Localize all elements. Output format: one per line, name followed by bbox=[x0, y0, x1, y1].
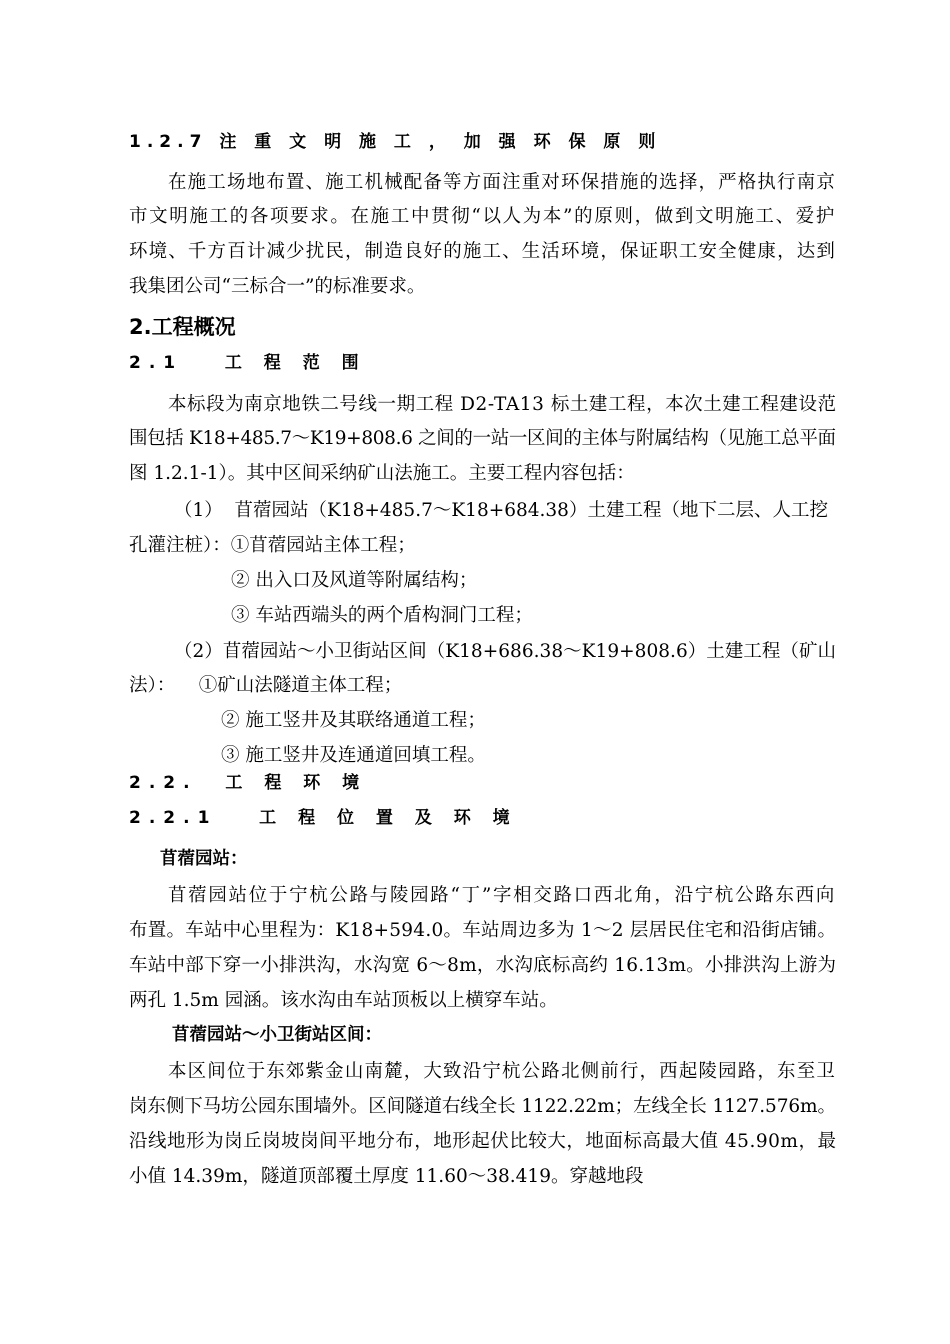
paragraph-station-line-3: 车站中部下穿一小排洪沟，水沟宽 6～8m，水沟底标高约 16.13m。小排洪沟上游为 bbox=[129, 955, 837, 976]
paragraph-station-line-2: 布置。车站中心里程为：K18+594.0。车站周边多为 1～2 层居民住宅和沿街店铺。 bbox=[129, 920, 837, 941]
item-1-line-4: ③ 车站西端头的两个盾构洞门工程； bbox=[231, 605, 533, 626]
heading-2-2-1 bbox=[129, 803, 518, 828]
paragraph-station-line-1: 苜蓿园站位于宁杭公路与陵园路“丁”字相交路口西北角，沿宁杭公路东西向 bbox=[168, 885, 836, 906]
item-1-line-1: （1） 苜蓿园站（K18+485.7～K18+684.38）土建工程（地下二层、人工挖 bbox=[174, 500, 828, 521]
paragraph-station-line-4: 两孔 1.5m 园涵。该水沟由车站顶板以上横穿车站。 bbox=[129, 990, 558, 1011]
heading-2-1 bbox=[129, 348, 367, 373]
paragraph-section-line-4: 小值 14.39m，隧道顶部覆土厚度 11.60～38.419。穿越地段 bbox=[129, 1166, 644, 1187]
subheading-section: 苜蓿园站～小卫街站区间： bbox=[172, 1025, 382, 1045]
heading-2: 2.工程概况 bbox=[129, 315, 236, 339]
item-1-line-2: 孔灌注桩）：①苜蓿园站主体工程； bbox=[129, 535, 416, 556]
paragraph-2-1-line-2: 围包括 K18+485.7～K19+808.6 之间的一站一区间的主体与附属结构（见施工总平面 bbox=[129, 428, 836, 449]
paragraph-2-1-line-1: 本标段为南京地铁二号线一期工程 D2-TA13 标土建工程，本次土建工程建设范 bbox=[168, 394, 837, 415]
heading-1-2-7-text: 1.2.7 注 重 文 明 施 工 ， 加 强 环 保 原 则 bbox=[129, 132, 662, 152]
heading-2-2 bbox=[129, 768, 367, 793]
item-1-line-3: ② 出入口及风道等附属结构； bbox=[231, 570, 478, 591]
paragraph-1-2-7-line-4: 我集团公司“三标合一”的标准要求。 bbox=[129, 276, 426, 297]
heading-2-2-1-text: 2.2.1 工 程 位 置 及 环 境 bbox=[129, 808, 518, 828]
paragraph-1-2-7-line-3: 环境、千方百计减少扰民，制造良好的施工、生活环境，保证职工安全健康，达到 bbox=[129, 241, 836, 262]
paragraph-section-line-1: 本区间位于东郊紫金山南麓，大致沿宁杭公路北侧前行，西起陵园路，东至卫 bbox=[168, 1061, 836, 1082]
paragraph-section-line-3: 沿线地形为岗丘岗坡岗间平地分布，地形起伏比较大，地面标高最大值 45.90m，最 bbox=[129, 1131, 837, 1152]
paragraph-1-2-7-line-1: 在施工场地布置、施工机械配备等方面注重对环保措施的选择，严格执行南京 bbox=[168, 172, 836, 193]
item-2-line-3: ② 施工竖井及其联络通道工程； bbox=[221, 710, 486, 731]
heading-2-2-text: 2.2. 工 程 环 境 bbox=[129, 773, 368, 793]
heading-2-1-text: 2.1 工 程 范 围 bbox=[129, 353, 367, 373]
paragraph-2-1-line-3: 图 1.2.1-1）。其中区间采纳矿山法施工。主要工程内容包括： bbox=[129, 463, 635, 484]
item-2-line-4: ③ 施工竖井及连通道回填工程。 bbox=[221, 745, 486, 766]
item-2-line-1: （2）苜蓿园站～小卫街站区间（K18+686.38～K19+808.6）土建工程（矿山 bbox=[174, 641, 837, 662]
heading-1-2-7 bbox=[129, 127, 661, 152]
paragraph-1-2-7-line-2: 市文明施工的各项要求。在施工中贯彻“以人为本”的原则，做到文明施工、爱护 bbox=[129, 206, 836, 227]
subheading-station: 苜蓿园站： bbox=[160, 849, 248, 869]
paragraph-section-line-2: 岗东侧下马坊公园东围墙外。区间隧道右线全长 1122.22m；左线全长 1127.576m。 bbox=[129, 1096, 836, 1117]
item-2-line-2: 法）： ①矿山法隧道主体工程； bbox=[129, 675, 403, 696]
